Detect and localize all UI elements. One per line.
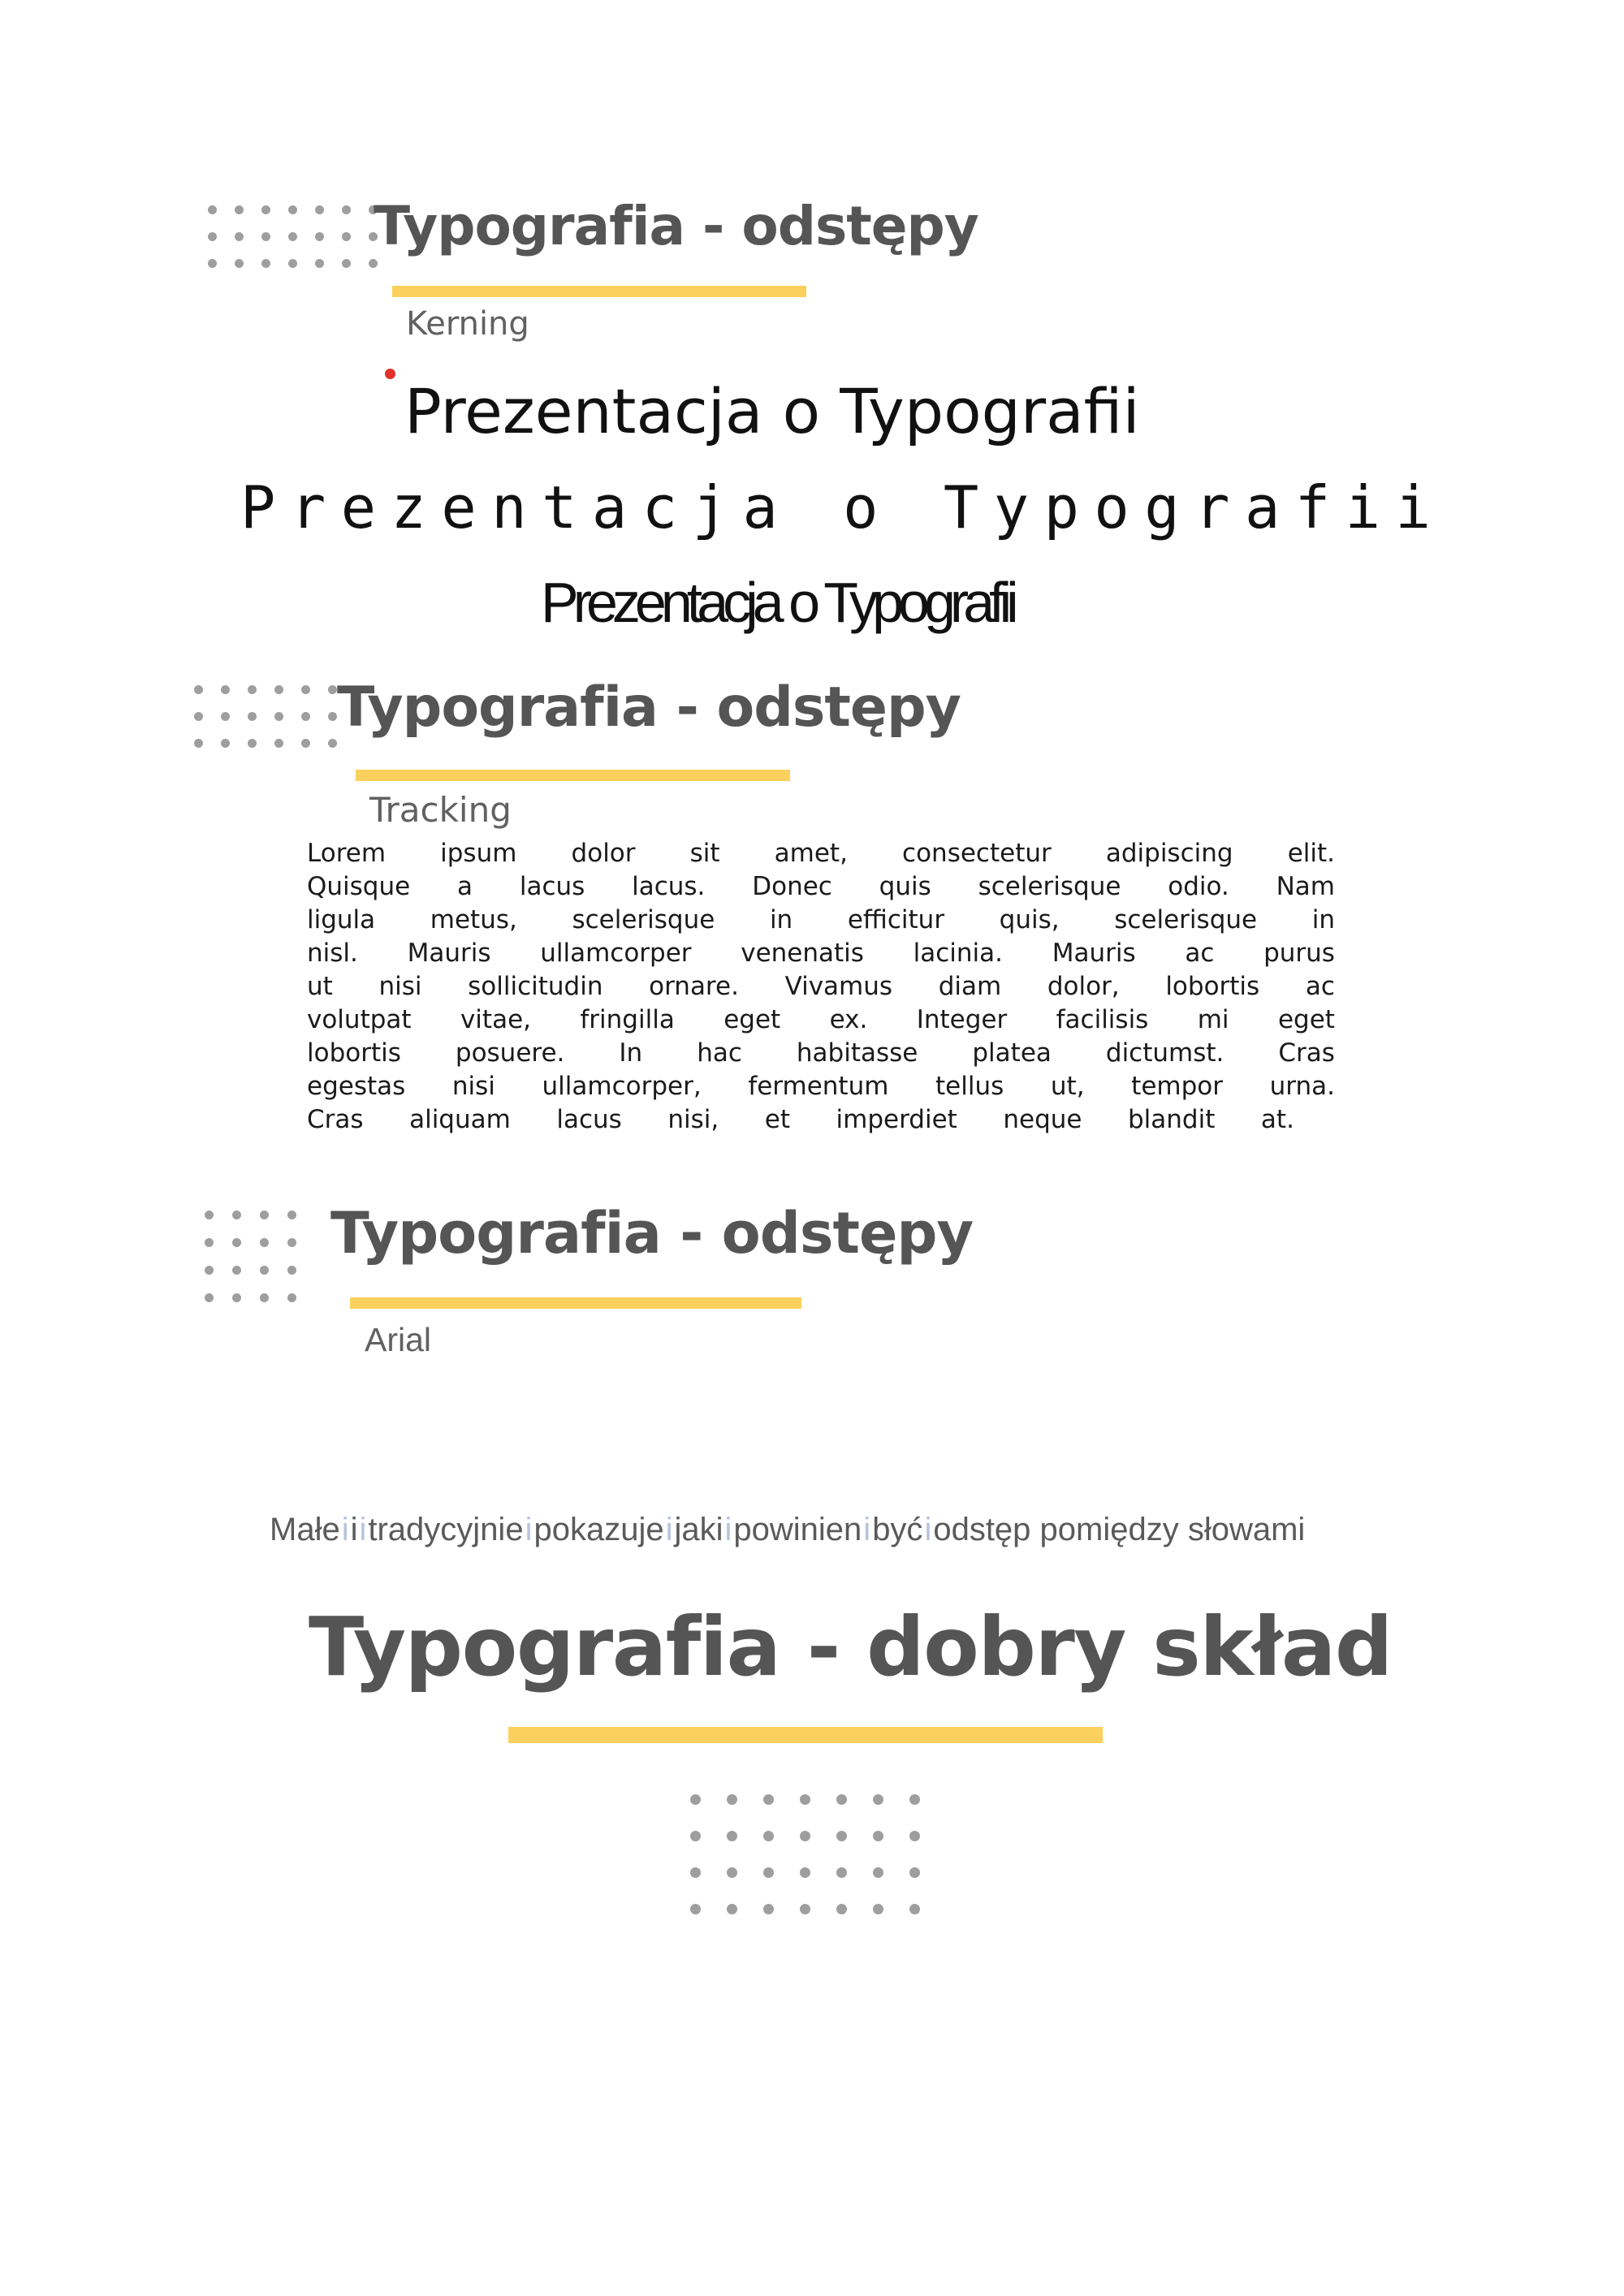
word: amet, xyxy=(774,839,848,868)
paragraph-line xyxy=(307,1037,1335,1070)
word: et xyxy=(764,1105,790,1134)
kerning-normal-sample: Prezentacja o Typografii xyxy=(404,375,1140,447)
space-marker: i xyxy=(724,1512,732,1547)
title-underline xyxy=(508,1727,1103,1743)
word: ligula xyxy=(307,905,376,934)
paragraph-line xyxy=(307,870,1335,904)
word: powinien xyxy=(733,1512,862,1547)
word: metus, xyxy=(430,905,517,934)
kerning-wide-sample: Prezentacja o Typografii xyxy=(240,473,1446,542)
space-marker: i xyxy=(359,1512,367,1547)
word: ex. xyxy=(829,1005,868,1034)
word: ipsum xyxy=(440,839,517,868)
dot-grid-decoration xyxy=(205,1211,296,1302)
word: habitasse xyxy=(796,1038,918,1068)
paragraph-line xyxy=(307,904,1335,937)
final-title: Typografia - dobry skład xyxy=(309,1599,1392,1694)
word: quis xyxy=(879,872,931,901)
word: venenatis xyxy=(741,939,864,968)
word: diam xyxy=(938,972,1002,1001)
section-subtitle: Arial xyxy=(365,1321,432,1358)
word: sit xyxy=(689,839,720,868)
word: odio. xyxy=(1168,872,1229,901)
word: facilisis xyxy=(1056,1005,1149,1034)
word: in xyxy=(1311,905,1335,934)
word: fermentum xyxy=(748,1072,889,1101)
word: lacus. xyxy=(632,872,706,901)
word: Lorem xyxy=(307,839,387,868)
dot-grid-decoration xyxy=(208,205,378,268)
red-marker-dot xyxy=(385,369,395,379)
paragraph-line xyxy=(307,1003,1335,1037)
word: urna. xyxy=(1269,1072,1335,1101)
paragraph-line xyxy=(307,937,1335,970)
word: Vivamus xyxy=(784,972,893,1001)
word: Cras xyxy=(1278,1038,1335,1068)
word: In xyxy=(619,1038,643,1068)
title-underline xyxy=(356,770,790,781)
word: lacus xyxy=(519,872,585,901)
word: scelerisque xyxy=(978,872,1121,901)
word: scelerisque xyxy=(1114,905,1258,934)
word: ullamcorper xyxy=(540,939,692,968)
word: nisi xyxy=(451,1072,495,1101)
word: tempor xyxy=(1131,1072,1223,1101)
word: dictumst. xyxy=(1105,1038,1224,1068)
paragraph-line xyxy=(307,970,1335,1003)
word: at. xyxy=(1260,1105,1294,1134)
word: Donec xyxy=(752,872,832,901)
paragraph-line xyxy=(307,837,1335,870)
section-title: Typografia - odstępy xyxy=(337,675,961,740)
word: Małe xyxy=(270,1512,340,1547)
word-spacing-sample xyxy=(270,1512,1305,1548)
title-underline xyxy=(350,1297,801,1309)
space-marker: i xyxy=(924,1512,932,1547)
word: lacus xyxy=(556,1105,622,1134)
word: consectetur xyxy=(902,839,1052,868)
word: eget xyxy=(1277,1005,1335,1034)
dot-grid-decoration xyxy=(194,685,337,748)
space-marker: i xyxy=(665,1512,673,1547)
word: ac xyxy=(1185,939,1215,968)
space-marker: i xyxy=(525,1512,533,1547)
word: tradycyjnie xyxy=(368,1512,524,1547)
word: in xyxy=(769,905,793,934)
word: być xyxy=(872,1512,923,1547)
word: Integer xyxy=(916,1005,1008,1034)
word: eget xyxy=(723,1005,781,1034)
word: Quisque xyxy=(307,872,411,901)
word: dolor xyxy=(571,839,636,868)
word: posuere. xyxy=(455,1038,565,1068)
word: neque xyxy=(1003,1105,1082,1134)
word: vitae, xyxy=(460,1005,531,1034)
word: dolor, xyxy=(1047,972,1120,1001)
word: odstęp pomiędzy słowami xyxy=(933,1512,1306,1547)
word: nisl. xyxy=(307,939,358,968)
word: lacinia. xyxy=(913,939,1004,968)
section-title: Typografia - odstępy xyxy=(374,195,978,257)
word: Mauris xyxy=(1052,939,1136,968)
word: Mauris xyxy=(407,939,491,968)
word: nisi, xyxy=(667,1105,719,1134)
title-underline xyxy=(392,286,806,297)
space-marker: i xyxy=(341,1512,349,1547)
word: fringilla xyxy=(580,1005,675,1034)
word: platea xyxy=(972,1038,1052,1068)
word: sollicitudin xyxy=(468,972,603,1001)
word: lobortis xyxy=(307,1038,401,1068)
word: efficitur xyxy=(847,905,945,934)
word: i xyxy=(350,1512,358,1547)
word: volutpat xyxy=(307,1005,412,1034)
dot-grid-decoration xyxy=(690,1794,920,1914)
word: ullamcorper, xyxy=(542,1072,702,1101)
word: pokazuje xyxy=(533,1512,664,1547)
word: jaki xyxy=(674,1512,723,1547)
space-marker: i xyxy=(863,1512,871,1547)
word: adipiscing xyxy=(1105,839,1233,868)
section-title: Typografia - odstępy xyxy=(330,1200,974,1267)
word: egestas xyxy=(307,1072,406,1101)
word: scelerisque xyxy=(572,905,715,934)
word: Nam xyxy=(1276,872,1335,901)
word: mi xyxy=(1197,1005,1229,1034)
word: a xyxy=(457,872,473,901)
word: quis, xyxy=(999,905,1060,934)
word: blandit xyxy=(1128,1105,1216,1134)
section-subtitle: Kerning xyxy=(406,305,529,343)
word: ut, xyxy=(1050,1072,1085,1101)
word: ornare. xyxy=(649,972,739,1001)
word: tellus xyxy=(935,1072,1004,1101)
word: purus xyxy=(1263,939,1335,968)
word: nisi xyxy=(378,972,422,1001)
word: elit. xyxy=(1287,839,1335,868)
paragraph-line xyxy=(307,1070,1335,1103)
word: Cras xyxy=(307,1105,364,1134)
word: imperdiet xyxy=(836,1105,957,1134)
word: ut xyxy=(307,972,333,1001)
word: hac xyxy=(697,1038,742,1068)
paragraph-line xyxy=(307,1103,1294,1137)
word: ac xyxy=(1305,972,1335,1001)
word: lobortis xyxy=(1165,972,1260,1001)
word: aliquam xyxy=(409,1105,511,1134)
section-subtitle: Tracking xyxy=(369,790,512,830)
kerning-tight-sample: Prezentacja o Typografii xyxy=(541,571,1013,634)
